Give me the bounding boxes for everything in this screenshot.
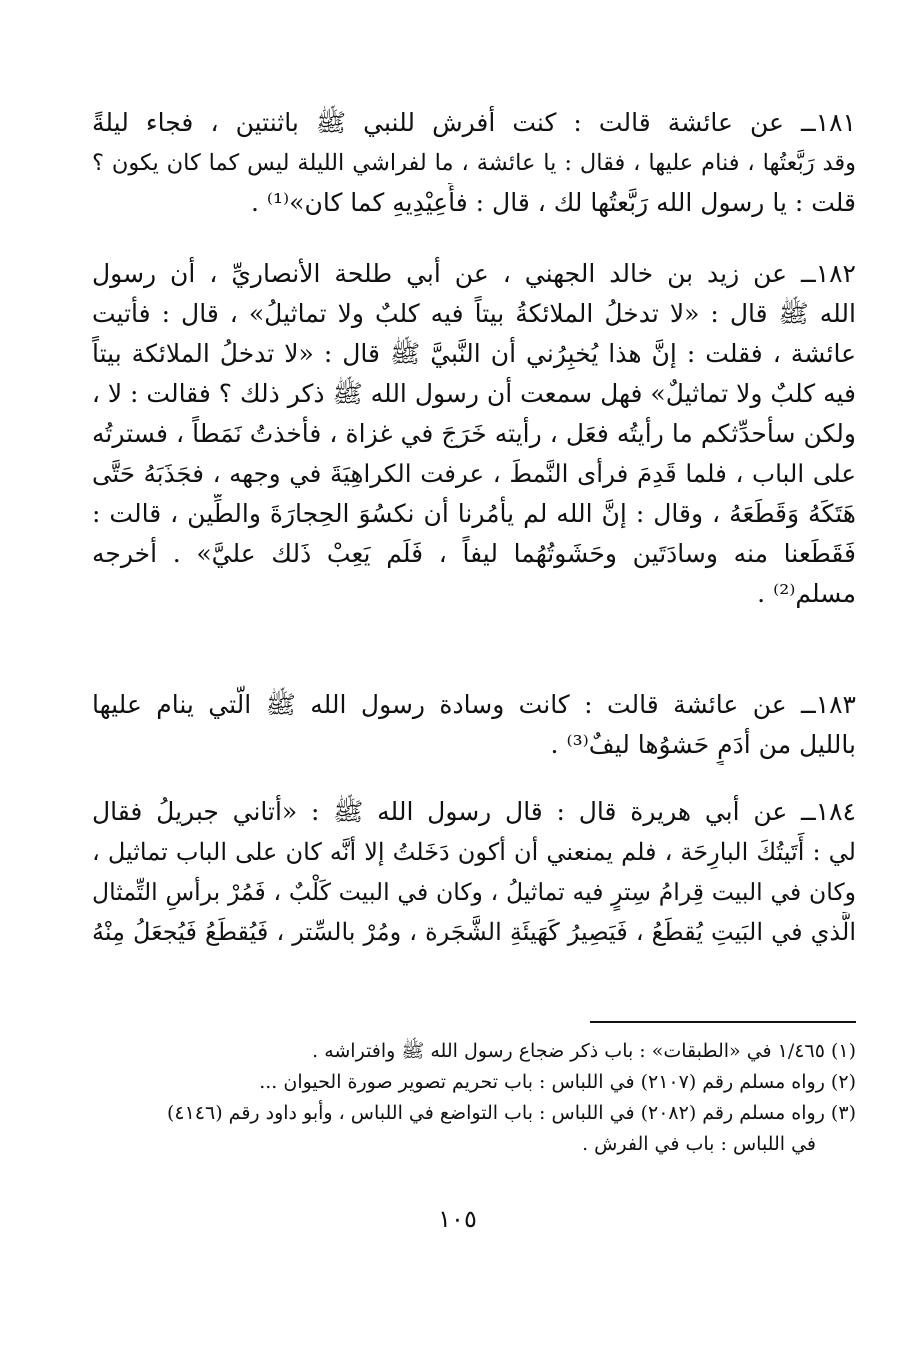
text-line: وقد رَبَّعتُها ، فنام عليها ، فقال : يا عائشة ، ما لفراشي الليلة ليس كما كان يكون ؟ — [92, 150, 856, 176]
text-line: لي : أَتَيتُكَ البارِحَة ، فلم يمنعني أن أكون دَخَلتُ إلا أنَّه كان على الباب تماثيل ، — [92, 838, 856, 866]
footnote-separator — [590, 1021, 856, 1023]
footnotes — [92, 1036, 856, 1160]
footnote-2: (٢) رواه مسلم رقم (٢١٠٧) في اللباس : باب تحريم تصوير صورة الحيوان ... — [259, 1071, 856, 1093]
text-line: فيه كلبٌ ولا تماثيلٌ» فهل سمعت أن رسول الله ﷺ ذكر ذلك ؟ فقالت : لا ، — [92, 379, 856, 408]
footnote-3: (٣) رواه مسلم رقم (٢٠٨٢) في اللباس : باب التواضع في اللباس ، وأبو داود رقم (٤١٤٦) — [166, 1102, 856, 1124]
text-line: ١٨٣ــ عن عائشة قالت : كانت وسادة رسول الله ﷺ الَّتي ينام عليها — [92, 690, 856, 719]
paragraph-183 — [92, 685, 856, 765]
paragraph-184 — [92, 792, 856, 952]
text-line: هَتَكَهُ وَقَطَعَهُ ، وقال : إنَّ الله لم يأمُرنا أن نكسُوَ الحِجارَةَ والطِّين ، قالت : — [92, 499, 856, 528]
text-line: بالليل من أدَمٍ حَشوُها ليفٌ⁽³⁾ . — [550, 730, 856, 759]
text-line: قلت : يا رسول الله رَبَّعتُها لك ، قال : فأَعِيْدِيهِ كما كان»⁽¹⁾ . — [250, 188, 856, 217]
paragraph-182 — [92, 254, 856, 614]
text-line: ١٨١ــ عن عائشة قالت : كنت أفرش للنبي ﷺ باثنتين ، فجاء ليلةً — [92, 108, 856, 137]
text-line: وكان في البيت قِرامُ سِترٍ فيه تماثيلُ ، وكان في البيت كَلْبٌ ، فَمُرْ برأسِ التِّمثال — [92, 878, 856, 906]
text-line: الَّذي في البَيتِ يُقطَعُ ، فَيَصِيرُ كَهَيئَةِ الشَّجَرة ، ومُرْ بالسِّتر ، فَيُقطَعُ فَيُجعَلُ مِنْهُ — [92, 918, 856, 946]
text-line: فَقَطَعنا منه وسادَتَين وحَشَوتُهُما ليفاً ، فَلَم يَعِبْ ذَلك عليَّ» . أخرجه — [92, 539, 856, 568]
text-line: مسلم⁽²⁾ . — [757, 579, 856, 608]
paragraph-181 — [92, 103, 856, 223]
text-line: ١٨٤ــ عن أبي هريرة قال : قال رسول الله ﷺ : «أتاني جبريلُ فقال — [92, 797, 856, 826]
footnote-3-continuation: في اللباس : باب في الفرش . — [582, 1133, 816, 1155]
page-number: ١٠٥ — [438, 1205, 477, 1233]
text-line: عائشة ، فقلت : إنَّ هذا يُخبِرُني أن النَّبيَّ ﷺ قال : «لا تدخلُ الملائكة بيتاً — [92, 339, 856, 368]
text-line: ولكن سأحدِّثكم ما رأيتُه فعَل ، رأيته خَرَجَ في غزاة ، فأخذتُ نَمَطاً ، فسترتُه — [92, 419, 856, 448]
footnote-1: (١) ١/٤٦٥ في «الطبقات» : باب ذكر ضجاع رسول الله ﷺ وافتراشه . — [312, 1040, 856, 1062]
text-line: ١٨٢ــ عن زيد بن خالد الجهني ، عن أبي طلحة الأنصاريِّ ، أن رسول — [92, 259, 856, 288]
text-line: الله ﷺ قال : «لا تدخلُ الملائكةُ بيتاً فيه كلبٌ ولا تماثيلُ» ، قال : فأتيت — [92, 299, 856, 328]
text-line: على الباب ، فلما قَدِمَ فرأى النَّمطَ ، عرفت الكراهِيَةَ في وجهه ، فجَذَبَهُ حَتَّى — [92, 459, 856, 488]
